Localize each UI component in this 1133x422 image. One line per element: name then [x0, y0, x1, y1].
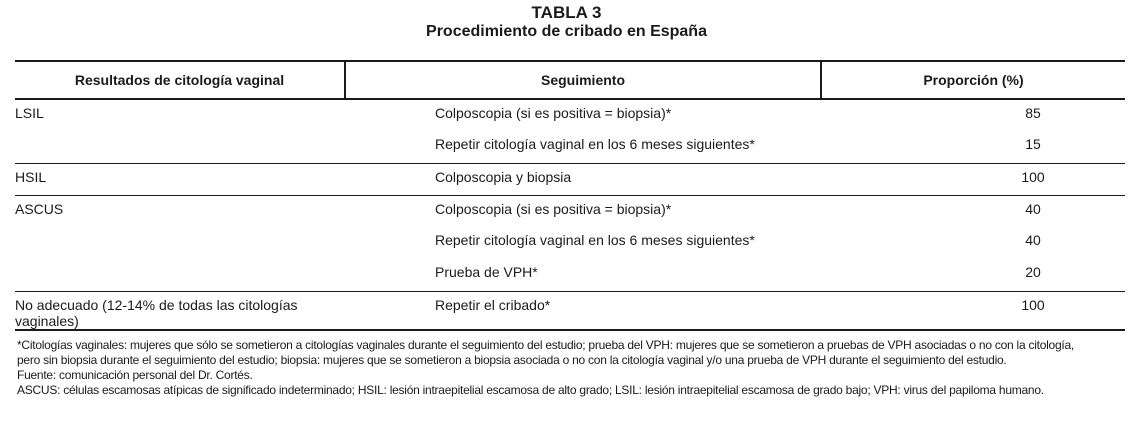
cell-followup: Colposcopia y biopsia	[345, 163, 821, 195]
table-row	[15, 131, 1125, 163]
cell-proportion: 20	[1025, 264, 1041, 280]
cell-result: ASCUS	[15, 195, 345, 227]
footnote-line: pero sin biopsia durante el seguimiento del estudio; biopsia: mujeres que se sometieron a biopsia asociada o no con la citología vaginal y/o una prueba de VPH durante el seguimiento del estudio.	[17, 353, 1007, 367]
table-caption	[0, 0, 1133, 41]
cell-proportion: 40	[1025, 232, 1041, 248]
cell-proportion: 100	[821, 291, 1125, 330]
table-row	[15, 195, 1125, 227]
cell-followup: Repetir el cribado*	[345, 291, 821, 330]
table-footnotes	[17, 338, 1129, 398]
table-row	[15, 227, 1125, 259]
table-number: TABLA 3	[531, 3, 602, 22]
cell-result: No adecuado (12-14% de todas las citologías vaginales)	[15, 291, 345, 330]
footnote-abbreviations: ASCUS: células escamosas atípicas de significado indeterminado; HSIL: lesión intraepitelial escamosa de alto grado; LSIL: lesión intraepitelial escamosa de grado bajo; VPH: virus del papiloma humano.	[17, 383, 1044, 397]
cell-proportion: 15	[1025, 136, 1041, 152]
cell-result	[15, 259, 345, 291]
table-row	[15, 99, 1125, 131]
cell-result	[15, 227, 345, 259]
header-proportion: Proporción (%)	[821, 61, 1125, 99]
cell-proportion: 40	[821, 195, 1125, 227]
table-header-row	[15, 61, 1125, 99]
footnote-line: *Citologías vaginales: mujeres que sólo se sometieron a citologías vaginales durante el seguimiento del estudio; prueba del VPH: mujeres que se sometieron a pruebas de VPH asociadas o no con la citología,	[17, 338, 1074, 352]
cell-result: HSIL	[15, 163, 345, 195]
header-followup: Seguimiento	[345, 61, 821, 99]
footnote-source: Fuente: comunicación personal del Dr. Cortés.	[17, 368, 253, 382]
table-title: Procedimiento de cribado en España	[426, 23, 707, 40]
cell-followup: Colposcopia (si es positiva = biopsia)*	[345, 99, 821, 131]
cell-followup: Prueba de VPH*	[435, 264, 538, 280]
cell-proportion: 100	[821, 163, 1125, 195]
table-row	[15, 259, 1125, 291]
table-row	[15, 291, 1125, 330]
cell-result: LSIL	[15, 99, 345, 131]
cell-result	[15, 131, 345, 163]
cell-proportion: 85	[821, 99, 1125, 131]
cell-followup: Colposcopia (si es positiva = biopsia)*	[345, 195, 821, 227]
header-result: Resultados de citología vaginal	[15, 61, 345, 99]
screening-table	[15, 60, 1125, 331]
table-row	[15, 163, 1125, 195]
cell-followup: Repetir citología vaginal en los 6 meses siguientes*	[435, 232, 755, 248]
cell-followup: Repetir citología vaginal en los 6 meses siguientes*	[435, 136, 755, 152]
